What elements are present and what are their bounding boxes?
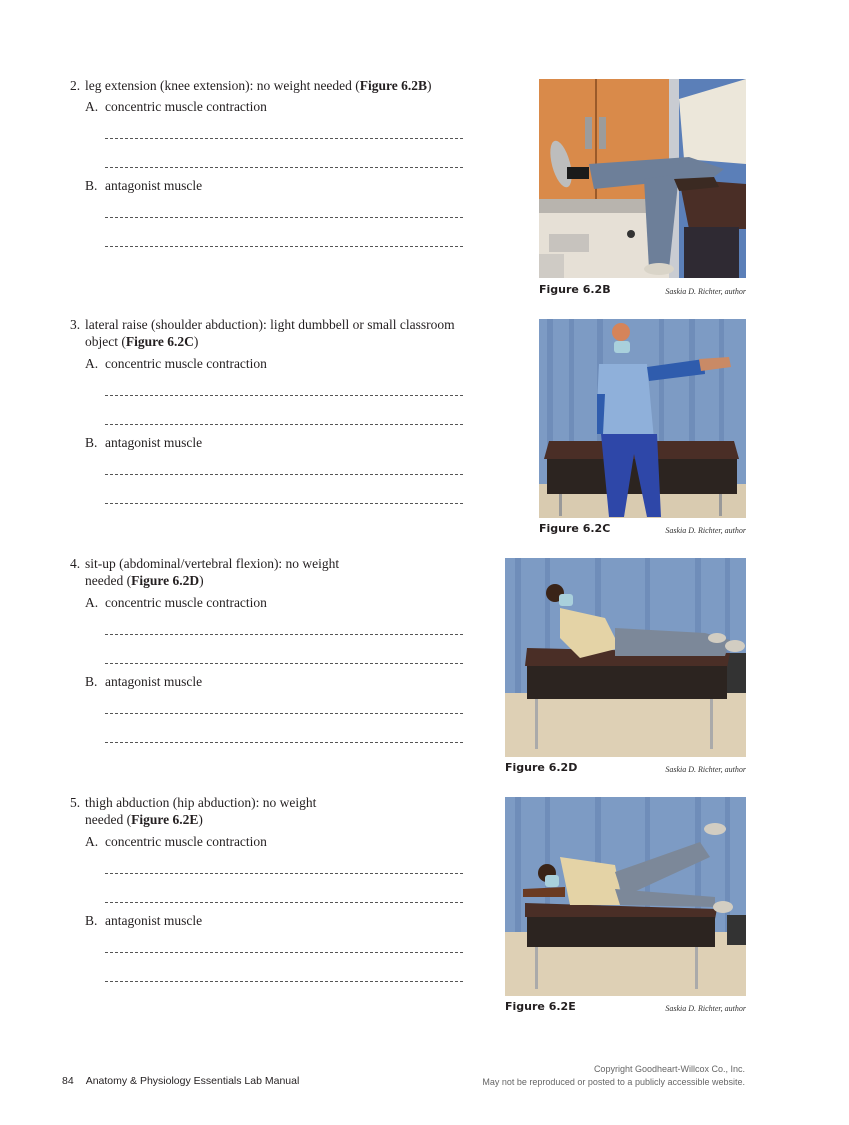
figure-ref: Figure 6.2B (359, 78, 428, 93)
question-stem (85, 794, 316, 828)
answer-line[interactable] (105, 395, 463, 396)
book-title: Anatomy & Physiology Essentials Lab Manual (85, 1075, 300, 1087)
part-label: antagonist muscle (105, 435, 203, 450)
stem-close: ) (427, 78, 432, 93)
part-letter: A. (85, 356, 99, 371)
stem-text: lateral raise (shoulder abduction): light dumbbell or small classroom (85, 317, 455, 332)
stem-text-line2: needed ( (85, 573, 132, 588)
answer-line[interactable] (105, 634, 463, 635)
part-label: antagonist muscle (105, 674, 203, 689)
answer-line[interactable] (105, 138, 463, 139)
answer-line[interactable] (105, 246, 463, 247)
page-number: 84 (62, 1075, 74, 1087)
answer-line[interactable] (105, 952, 463, 953)
answer-line[interactable] (105, 981, 463, 982)
stem-close: ) (198, 812, 203, 827)
part-b (85, 434, 202, 451)
figure-credit: Saskia D. Richter, author (665, 287, 746, 296)
stem-text-line2: object ( (85, 334, 126, 349)
part-b (85, 912, 202, 929)
part-b (85, 177, 202, 194)
figure-credit: Saskia D. Richter, author (665, 765, 746, 774)
copyright-line-2: May not be reproduced or posted to a publicly accessible website. (482, 1077, 745, 1087)
figure-6-2b-photo (539, 79, 746, 278)
figure-ref: Figure 6.2C (125, 334, 194, 349)
question-number: 3. (70, 317, 81, 332)
question-number: 5. (70, 795, 81, 810)
answer-line[interactable] (105, 902, 463, 903)
answer-line[interactable] (105, 873, 463, 874)
part-a (85, 98, 267, 115)
part-label: concentric muscle contraction (105, 99, 267, 114)
question-stem (85, 316, 455, 350)
answer-line[interactable] (105, 167, 463, 168)
part-letter: B. (85, 913, 98, 928)
page-footer-left (62, 1075, 299, 1087)
part-b (85, 673, 202, 690)
answer-line[interactable] (105, 742, 463, 743)
part-label: antagonist muscle (105, 913, 203, 928)
answer-line[interactable] (105, 474, 463, 475)
part-label: concentric muscle contraction (105, 595, 267, 610)
figure-6-2e-photo (505, 797, 746, 996)
stem-close: ) (199, 573, 204, 588)
figure-caption: Figure 6.2D (505, 761, 578, 774)
stem-text: sit-up (abdominal/vertebral flexion): no weight (85, 556, 340, 571)
stem-close: ) (193, 334, 199, 349)
figure-6-2d-photo (505, 558, 746, 757)
copyright-notice (482, 1063, 745, 1089)
figure-ref: Figure 6.2E (131, 812, 199, 827)
part-label: concentric muscle contraction (105, 356, 267, 371)
answer-line[interactable] (105, 713, 463, 714)
figure-caption: Figure 6.2B (539, 283, 611, 296)
figure-credit: Saskia D. Richter, author (665, 1004, 746, 1013)
question-stem (85, 555, 339, 589)
answer-line[interactable] (105, 503, 463, 504)
part-letter: B. (85, 178, 98, 193)
figure-caption: Figure 6.2C (539, 522, 611, 535)
answer-line[interactable] (105, 424, 463, 425)
stem-text: leg extension (knee extension): no weight needed ( (85, 78, 360, 93)
part-a (85, 833, 267, 850)
question-stem (85, 77, 432, 94)
part-label: concentric muscle contraction (105, 834, 267, 849)
answer-line[interactable] (105, 663, 463, 664)
part-letter: B. (85, 674, 98, 689)
figure-credit: Saskia D. Richter, author (665, 526, 746, 535)
part-letter: A. (85, 99, 99, 114)
figure-ref: Figure 6.2D (131, 573, 200, 588)
stem-text: thigh abduction (hip abduction): no weight (85, 795, 317, 810)
question-number: 4. (70, 556, 81, 571)
part-a (85, 355, 267, 372)
part-letter: A. (85, 834, 99, 849)
part-letter: B. (85, 435, 98, 450)
part-letter: A. (85, 595, 99, 610)
stem-text-line2: needed ( (85, 812, 132, 827)
part-label: antagonist muscle (105, 178, 203, 193)
figure-6-2c-photo (539, 319, 746, 518)
figure-caption: Figure 6.2E (505, 1000, 576, 1013)
part-a (85, 594, 267, 611)
copyright-line-1: Copyright Goodheart-Willcox Co., Inc. (593, 1064, 745, 1074)
answer-line[interactable] (105, 217, 463, 218)
question-number: 2. (70, 78, 81, 93)
